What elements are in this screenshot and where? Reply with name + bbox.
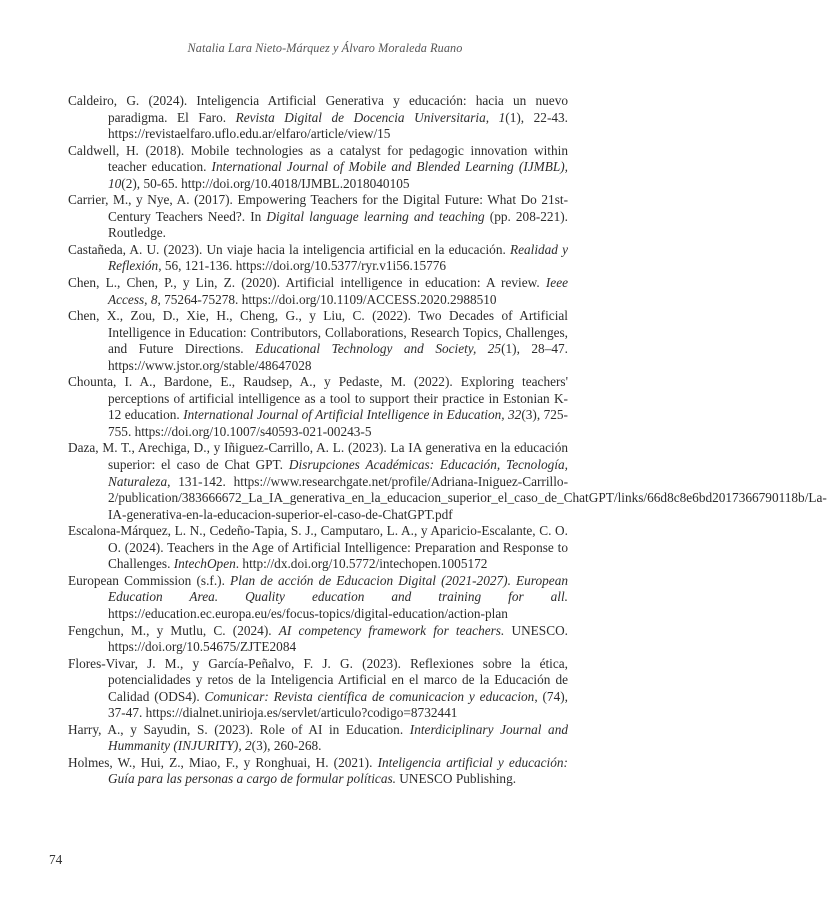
reference-details: (2), 50-65. http://doi.org/10.4018/IJMBL.2018040105 bbox=[121, 175, 410, 191]
reference-text: European Commission (s.f.). bbox=[68, 572, 231, 588]
reference-source: International Journal of Artificial Intelligence in Education, 32 bbox=[183, 407, 522, 423]
reference-item bbox=[68, 656, 568, 722]
reference-text: Chen, L., Chen, P., y Lin, Z. (2020). Artificial intelligence in education: A review. bbox=[68, 275, 546, 291]
reference-text: Flores-Vivar, J. M., y García-Peñalvo, F. J. G. (2023). Reflexiones sobre la ética, potencialidades y retos de la Inteligencia Artificial en el marco de la Educación de Calidad (ODS4). bbox=[68, 655, 568, 704]
reference-details: (3), 260-268. bbox=[251, 738, 322, 754]
reference-details: , 75264-75278. https://doi.org/10.1109/ACCESS.2020.2988510 bbox=[157, 291, 497, 307]
reference-details: UNESCO Publishing. bbox=[395, 771, 517, 787]
reference-text: Holmes, W., Hui, Z., Miao, F., y Ronghuai, H. (2021). bbox=[68, 754, 378, 770]
reference-source: AI competency framework for teachers. bbox=[278, 622, 505, 638]
reference-details: (1), 28–47. https://www.jstor.org/stable/48647028 bbox=[108, 341, 568, 373]
reference-item bbox=[68, 440, 827, 523]
reference-item bbox=[68, 143, 568, 193]
reference-text: Escalona-Márquez, L. N., Cedeño-Tapia, S. J., Camputaro, L. A., y Aparicio-Escalante, C. O. O. (2024). Teachers in the Age of Artificial Intelligence: Preparation and Response to Challenges. bbox=[68, 523, 568, 572]
reference-list bbox=[68, 93, 827, 788]
reference-item bbox=[68, 374, 568, 440]
reference-item bbox=[68, 755, 568, 788]
reference-item bbox=[68, 93, 568, 143]
running-head: Natalia Lara Nieto-Márquez y Álvaro Moraleda Ruano bbox=[187, 41, 463, 55]
reference-details: . http://dx.doi.org/10.5772/intechopen.1005172 bbox=[235, 556, 488, 572]
page-number: 74 bbox=[49, 852, 63, 867]
reference-details: (1), 22-43. https://revistaelfaro.uflo.edu.ar/elfaro/article/view/15 bbox=[108, 109, 568, 142]
reference-text: Chen, X., Zou, D., Xie, H., Cheng, G., y Liu, C. (2022). Two Decades of Artificial Intelligence in Education: Contributors, Collaborations, Research Topics, Challenges, and Future Directions. bbox=[68, 308, 568, 357]
reference-text: Chounta, I. A., Bardone, E., Raudsep, A., y Pedaste, M. (2022). Exploring teachers' perceptions of artificial intelligence as a tool to support their practice in Estonian K-12 education. bbox=[68, 374, 568, 423]
reference-item bbox=[68, 722, 568, 755]
reference-item bbox=[68, 275, 568, 308]
reference-text: Castañeda, A. U. (2023). Un viaje hacia la inteligencia artificial en la educación. bbox=[68, 241, 510, 257]
reference-source: Interdiciplinary Journal and Hummanity (INJURITY), 2 bbox=[108, 721, 568, 754]
reference-item bbox=[68, 192, 568, 242]
reference-details: https://education.ec.europa.eu/es/focus-topics/digital-education/action-plan bbox=[108, 605, 508, 621]
reference-source: Inteligencia artificial y educación: Guía para las personas a cargo de formular políticas. bbox=[108, 754, 568, 787]
reference-text: Harry, A., y Sayudin, S. (2023). Role of AI in Education. bbox=[68, 721, 410, 737]
reference-item bbox=[68, 523, 568, 573]
reference-source: Digital language learning and teaching bbox=[266, 208, 485, 224]
reference-text: Carrier, M., y Nye, A. (2017). Empowering Teachers for the Digital Future: What Do 21st-Century Teachers Need?. In bbox=[68, 192, 568, 224]
reference-source: Educational Technology and Society, 25 bbox=[255, 341, 502, 357]
reference-details: , 131-142. https://www.researchgate.net/profile/Adriana-Iniguez-Carrillo-2/publication/383666672_La_IA_generativa_en_la_educacion_superior_el_caso_de_ChatGPT/links/66d8c8e6bd2017366790118b/La-IA-generativa-en-la-educacion-superior-el-caso-de-ChatGPT.pdf bbox=[108, 473, 827, 522]
reference-source: International Journal of Mobile and Blended Learning (IJMBL), 10 bbox=[108, 159, 568, 191]
reference-item bbox=[68, 623, 568, 656]
reference-details: , (74), 37-47. https://dialnet.unirioja.es/servlet/articulo?codigo=8732441 bbox=[108, 688, 568, 721]
reference-source: Comunicar: Revista científica de comunicacion y educacion bbox=[204, 688, 535, 704]
reference-source: IntechOpen bbox=[173, 556, 236, 572]
reference-details: UNESCO. https://doi.org/10.54675/ZJTE2084 bbox=[108, 622, 568, 655]
reference-source: Realidad y Reflexión bbox=[108, 241, 569, 274]
reference-details: , 56, 121-136. https://doi.org/10.5377/ryr.v1i56.15776 bbox=[158, 258, 447, 274]
reference-text: Caldeiro, G. (2024). Inteligencia Artificial Generativa y educación: hacia un nuevo paradigma. El Faro. bbox=[68, 93, 568, 125]
reference-details: (3), 725-755. https://doi.org/10.1007/s40593-021-00243-5 bbox=[108, 407, 568, 439]
reference-text: Daza, M. T., Arechiga, D., y Iñiguez-Carrillo, A. L. (2023). La IA generativa en la educación superior: el caso de Chat GPT. bbox=[68, 440, 568, 473]
reference-details: (pp. 208-221). Routledge. bbox=[108, 208, 568, 241]
reference-source: Plan de acción de Educacion Digital (2021-2027). European Education Area. Quality education and training for all. bbox=[108, 572, 568, 605]
reference-source: Revista Digital de Docencia Universitaria, 1 bbox=[235, 109, 506, 125]
reference-source: Disrupciones Académicas: Educación, Tecnología, Naturaleza bbox=[108, 457, 568, 489]
reference-item bbox=[68, 242, 568, 275]
reference-text: Fengchun, M., y Mutlu, C. (2024). bbox=[68, 622, 279, 638]
reference-text: Caldwell, H. (2018). Mobile technologies as a catalyst for pedagogic innovation within teacher education. bbox=[68, 142, 568, 175]
reference-item bbox=[68, 308, 568, 374]
reference-source: Ieee Access, 8 bbox=[108, 275, 568, 307]
reference-item bbox=[68, 573, 568, 623]
